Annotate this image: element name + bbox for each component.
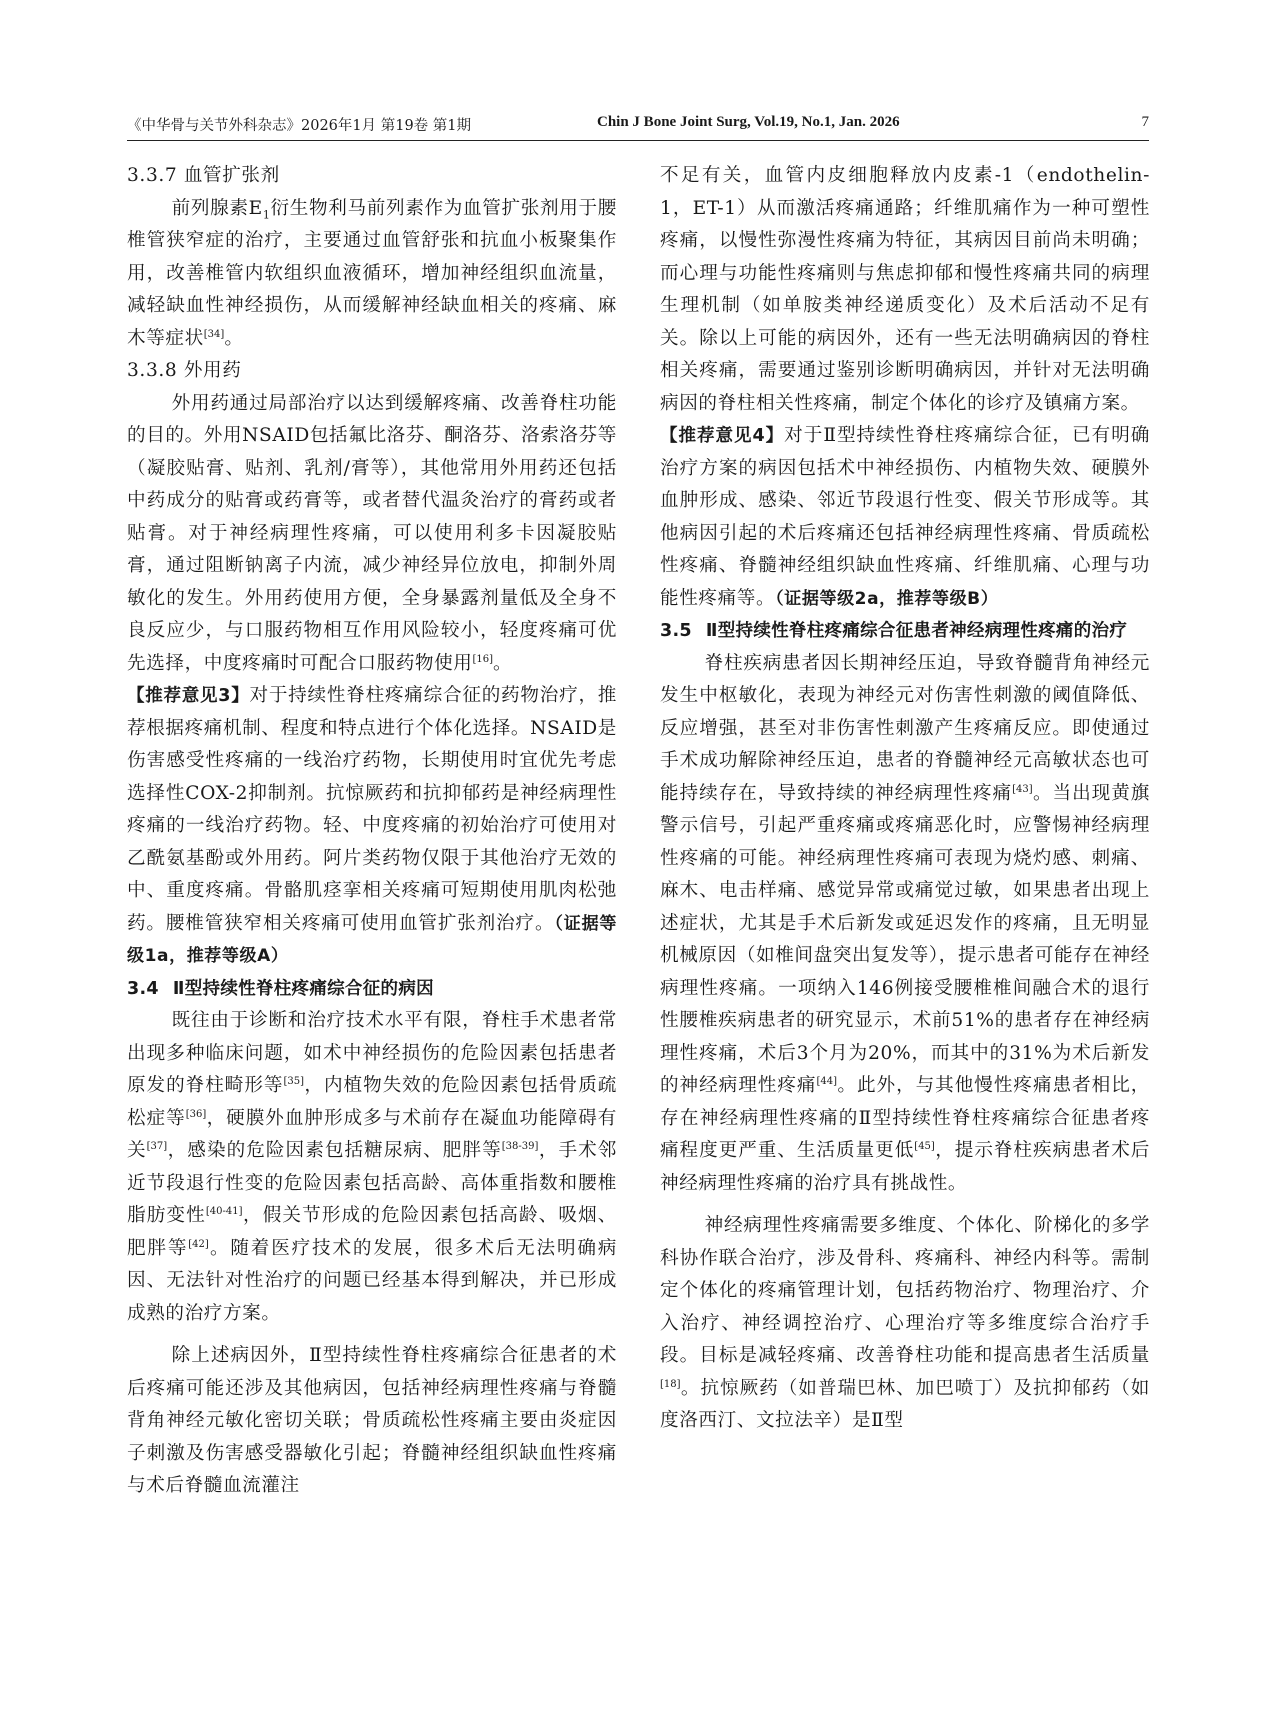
citation-ref: [38-39] (501, 1141, 539, 1152)
citation-ref: [36] (185, 1108, 207, 1120)
paragraph-neuropathic-2 (660, 1210, 1150, 1438)
text: 。 (493, 652, 513, 674)
text: 。抗惊厥药（如普瑞巴林、加巴喷丁）及抗抑郁药（如度洛西汀、文拉法辛）是Ⅱ型 (660, 1377, 1150, 1431)
paragraph-etiology-1 (127, 1005, 617, 1330)
text: ，手术邻近节段退行性变的危险因素包括高龄、高体重指数和腰椎脂肪变性 (127, 1140, 618, 1226)
recommendation-text: 对于持续性脊柱疼痛综合征的药物治疗，推荐根据疼痛机制、程度和特点进行个体化选择。NSAID是伤害感受性疼痛的一线治疗药物，长期使用时宜优先考虑选择性COX-2抑制剂。抗惊厥药和抗抑郁药是神经病理性疼痛的一线治疗药物。轻、中度疼痛的初始治疗可使用对乙酰氨基酚或外用药。阿片类药物仅限于其他治疗无效的中、重度疼痛。骨骼肌痉挛相关疼痛可短期使用肌肉松弛药。腰椎管狭窄相关疼痛可使用血管扩张剂治疗。 (127, 685, 617, 934)
section-number: 3.4 (127, 978, 159, 999)
evidence-level: （证据等级1a，推荐等级A） (127, 913, 618, 966)
journal-citation: 《中华骨与关节外科杂志》2026年1月 第19卷 第1期 (127, 118, 472, 134)
page-number: 7 (1141, 114, 1149, 130)
text: 衍生物利马前列素作为血管扩张剂用于腰椎管狭窄症的治疗，主要通过血管舒张和抗血小板聚集作用，改善椎管内软组织血液循环，增加神经组织血流量，减轻缺血性神经损伤，从而缓解神经缺血相关的疼痛、麻木等症状 (127, 197, 617, 349)
text: ，感染的危险因素包括糖尿病、肥胖等 (167, 1140, 502, 1161)
citation-ref: [40-41] (205, 1206, 243, 1217)
text: 脊柱疾病患者因长期神经压迫，导致脊髓背角神经元发生中枢敏化，表现为神经元对伤害性刺激的阈值降低、反应增强，甚至对非伤害性刺激产生疼痛反应。即使通过手术成功解除神经压迫，患者的脊髓神经元高敏状态也可能持续存在，导致持续的神经病理性疼痛 (660, 652, 1150, 804)
text: 。 (224, 327, 244, 349)
paragraph-gap (127, 1330, 617, 1340)
text: 。随着医疗技术的发展，很多术后无法明确病因、无法针对性治疗的问题已经基本得到解决，并已形成成熟的治疗方案。 (127, 1237, 617, 1324)
paragraph-gap (660, 1200, 1150, 1210)
section-title: Ⅱ型持续性脊柱疼痛综合征的病因 (172, 978, 434, 999)
recommendation-text: 对于Ⅱ型持续性脊柱疼痛综合征，已有明确治疗方案的病因包括术中神经损伤、内植物失效、硬膜外血肿形成、感染、邻近节段退行性变、假关节形成等。其他病因引起的术后疼痛还包括神经病理性疼痛、骨质疏松性疼痛、脊髓神经组织缺血性疼痛、纤维肌痛、心理与功能性疼痛等。 (660, 425, 1150, 609)
evidence-level: （证据等级2a，推荐等级B） (775, 588, 999, 609)
subsection-heading-3-3-7: 3.3.7 血管扩张剂 (127, 165, 280, 186)
citation-ref: [34] (203, 328, 225, 340)
right-column (660, 160, 1150, 1438)
paragraph-topical-drugs (127, 388, 617, 681)
paragraph-vasodilators (127, 193, 617, 356)
paragraph-etiology-2: 除上述病因外，Ⅱ型持续性脊柱疼痛综合征患者的术后疼痛可能还涉及其他病因，包括神经病理性疼痛与脊髓背角神经元敏化密切关联；骨质疏松性疼痛主要由炎症因子刺激及伤害感受器敏化引起；脊髓神经组织缺血性疼痛与术后脊髓血流灌注 (127, 1345, 617, 1496)
recommendation-label: 【推荐意见4】 (660, 426, 785, 446)
text: ，假关节形成的危险因素包括高龄、吸烟、肥胖等 (127, 1205, 617, 1259)
text: ，硬膜外血肿形成多与术前存在凝血功能障碍有关 (127, 1107, 617, 1161)
citation-ref: [16] (472, 653, 494, 665)
running-header (127, 110, 1149, 141)
citation-ref: [37] (146, 1141, 168, 1152)
text: 。此外，与其他慢性疼痛患者相比，存在神经病理性疼痛的Ⅱ型持续性脊柱疼痛综合征患者疼痛程度更严重、生活质量更低 (660, 1075, 1150, 1161)
citation-ref: [43] (1012, 783, 1033, 795)
text: ，提示脊柱疾病患者术后神经病理性疼痛的治疗具有挑战性。 (660, 1140, 1150, 1194)
text: 外用药通过局部治疗以达到缓解疼痛、改善脊柱功能的目的。外用NSAID包括氟比洛芬、酮洛芬、洛索洛芬等（凝胶贴膏、贴剂、乳剂/膏等），其他常用外用药还包括中药成分的贴膏或药膏等，或者替代温灸治疗的膏药或者贴膏。对于神经病理性疼痛，可以使用利多卡因凝胶贴膏，通过阻断钠离子内流，减少神经异位放电，抑制外周敏化的发生。外用药使用方便，全身暴露剂量低及全身不良反应少，与口服药物相互作用风险较小，轻度疼痛可优先选择，中度疼痛时可配合口服药物使用 (127, 392, 617, 674)
paragraph-neuropathic-1 (660, 648, 1150, 1201)
subsection-heading-3-3-8: 3.3.8 外用药 (127, 360, 242, 381)
section-title: Ⅱ型持续性脊柱疼痛综合征患者神经病理性疼痛的治疗 (705, 621, 1128, 641)
text: 既往由于诊断和治疗技术水平有限，脊柱手术患者常出现多种临床问题，如术中神经损伤的危险因素包括患者原发的脊柱畸形等 (127, 1010, 617, 1096)
citation-ref: [35] (283, 1076, 305, 1087)
citation-ref: [18] (660, 1378, 681, 1390)
text: ，内植物失效的危险因素包括骨质疏松症等 (127, 1075, 617, 1129)
paragraph-continuation: 不足有关，血管内皮细胞释放内皮素-1（endothelin-1，ET-1）从而激活疼痛通路；纤维肌痛作为一种可塑性疼痛，以慢性弥漫性疼痛为特征，其病因目前尚未明确；而心理与功能性疼痛则与焦虑抑郁和慢性疼痛共同的病理生理机制（如单胺类神经递质变化）及术后活动不足有关。除以上可能的病因外，还有一些无法明确病因的脊柱相关疼痛，需要通过鉴别诊断明确病因，并针对无法明确病因的脊柱相关性疼痛，制定个体化的诊疗及镇痛方案。 (660, 165, 1150, 414)
text: 神经病理性疼痛需要多维度、个体化、阶梯化的多学科协作联合治疗，涉及骨科、疼痛科、神经内科等。需制定个体化的疼痛管理计划，包括药物治疗、物理治疗、介入治疗、神经调控治疗、心理治疗等多维度综合治疗手段。目标是减轻疼痛、改善脊柱功能和提高患者生活质量 (660, 1215, 1150, 1366)
subscript: 1 (262, 208, 271, 222)
section-number: 3.5 (660, 621, 692, 641)
text: 。当出现黄旗警示信号，引起严重疼痛或疼痛恶化时，应警惕神经病理性疼痛的可能。神经病理性疼痛可表现为烧灼感、刺痛、麻木、电击样痛、感觉异常或痛觉过敏，如果患者出现上述症状，尤其是手术后新发或延迟发作的疼痛，且无明显机械原因（如椎间盘突出复发等），提示患者可能存在神经病理性疼痛。一项纳入146例接受腰椎椎间融合术的退行性腰椎疾病患者的研究显示，术前51%的患者存在神经病理性疼痛，术后3个月为20%，而其中的31%为术后新发的神经病理性疼痛 (660, 782, 1150, 1096)
journal-english-citation: Chin J Bone Joint Surg, Vol.19, No.1, Jan. 2026 (597, 114, 900, 130)
citation-ref: [42] (188, 1238, 209, 1250)
section-heading-3-4 (127, 973, 617, 1006)
citation-ref: [45] (914, 1141, 935, 1152)
citation-ref: [44] (816, 1076, 838, 1087)
text: 前列腺素E (171, 197, 263, 219)
section-heading-3-5 (660, 615, 1150, 648)
recommendation-4 (660, 420, 1150, 615)
recommendation-label: 【推荐意见3】 (127, 686, 250, 706)
recommendation-3 (127, 680, 617, 973)
left-column (127, 160, 617, 1503)
